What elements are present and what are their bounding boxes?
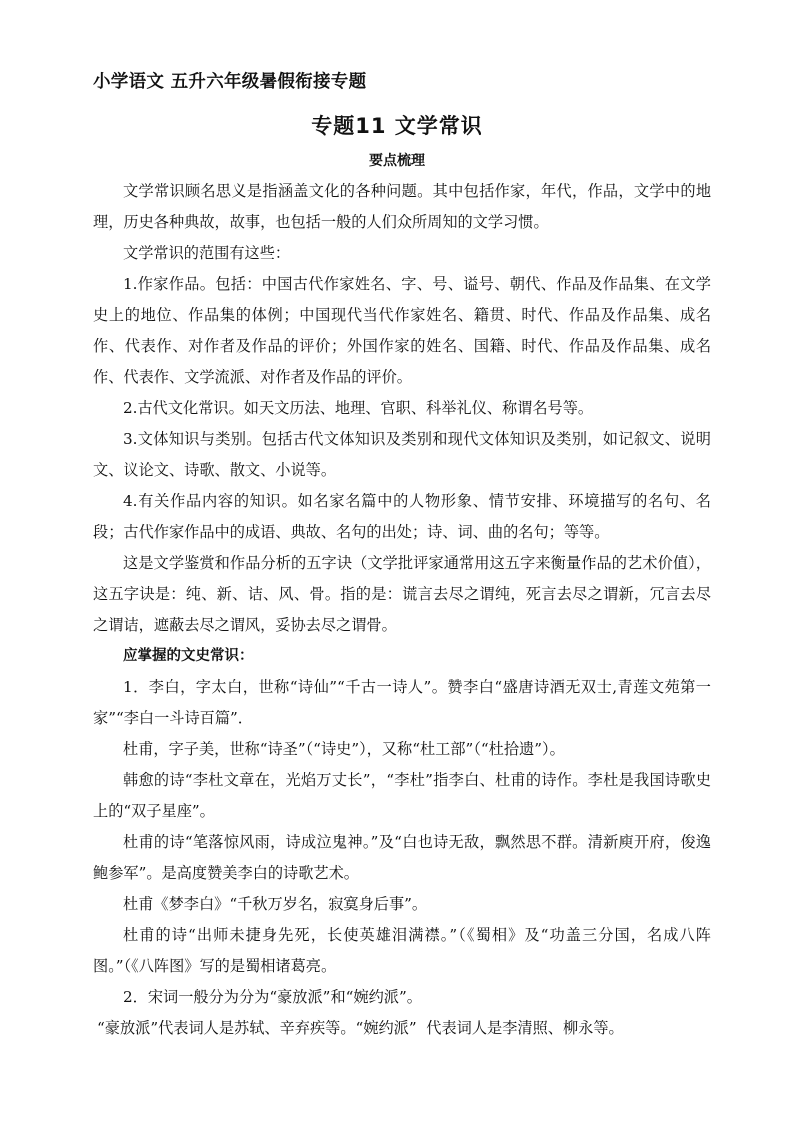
paragraph: 杜甫，字子美，世称“诗圣”（“诗史”），又称“杜工部”（“杜拾遗”）。 xyxy=(123,740,565,758)
paragraph: 1．李白，字太白，世称“诗仙”“千古一诗人”。赞李白“盛唐诗酒无双士,青莲文苑第一家”“李白一斗诗百篇”． xyxy=(93,678,711,727)
document-body xyxy=(93,176,711,1044)
page-title: 专题11 文学常识 xyxy=(311,114,483,138)
paragraph: 4.有关作品内容的知识。如名家名篇中的人物形象、情节安排、环境描写的名句、名段；古代作家作品中的成语、典故、名句的出处；诗、词、曲的名句；等等。 xyxy=(93,492,711,541)
paragraph: 这是文学鉴赏和作品分析的五字诀（文学批评家通常用这五字来衡量作品的艺术价值），这五字诀是：纯、新、诘、风、骨。指的是：谎言去尽之谓纯，死言去尽之谓新，冗言去尽之谓诘，遮蔽去尽之谓风，妥协去尽之谓骨。 xyxy=(93,554,711,634)
document-header: 小学语文 五升六年级暑假衔接专题 xyxy=(93,72,367,92)
section-heading: 应掌握的文史常识： xyxy=(123,648,254,664)
paragraph: 1.作家作品。包括：中国古代作家姓名、字、号、谥号、朝代、作品及作品集、在文学史上的地位、作品集的体例；中国现代当代作家姓名、籍贯、时代、作品及作品集、成名作、代表作、对作者及作品的评价；外国作家的姓名、国籍、时代、作品及作品集、成名作、代表作、文学流派、对作者及作品的评价。 xyxy=(93,275,711,386)
paragraph: “豪放派”代表词人是苏轼、辛弃疾等。“婉约派” 代表词人是李清照、柳永等。 xyxy=(97,1019,624,1037)
paragraph: 2.古代文化常识。如天文历法、地理、官职、科举礼仪、称谓名号等。 xyxy=(123,399,594,417)
paragraph: 杜甫的诗“笔落惊风雨，诗成泣鬼神。”及“白也诗无敌，飘然思不群。清新庾开府，俊逸鲍参军”。是高度赞美李白的诗歌艺术。 xyxy=(93,833,711,882)
paragraph: 2．宋词一般分为分为“豪放派”和“婉约派”。 xyxy=(123,988,422,1006)
paragraph: 文学常识顾名思义是指涵盖文化的各种问题。其中包括作家，年代，作品，文学中的地理，历史各种典故，故事，也包括一般的人们众所周知的文学习惯。 xyxy=(93,182,711,231)
paragraph: 杜甫《梦李白》“千秋万岁名，寂寞身后事”。 xyxy=(123,895,428,913)
paragraph: 3.文体知识与类别。包括古代文体知识及类别和现代文体知识及类别，如记叙文、说明文、议论文、诗歌、散文、小说等。 xyxy=(93,430,711,479)
paragraph: 韩愈的诗“李杜文章在，光焰万丈长”，“李杜”指李白、杜甫的诗作。李杜是我国诗歌史上的“双子星座”。 xyxy=(93,771,711,820)
paragraph: 文学常识的范围有这些： xyxy=(123,244,291,262)
paragraph: 杜甫的诗“出师未捷身先死，长使英雄泪满襟。”（《蜀相》及“功盖三分国，名成八阵图。”（《八阵图》写的是蜀相诸葛亮。 xyxy=(93,926,711,975)
section-subtitle: 要点梳理 xyxy=(369,153,425,169)
